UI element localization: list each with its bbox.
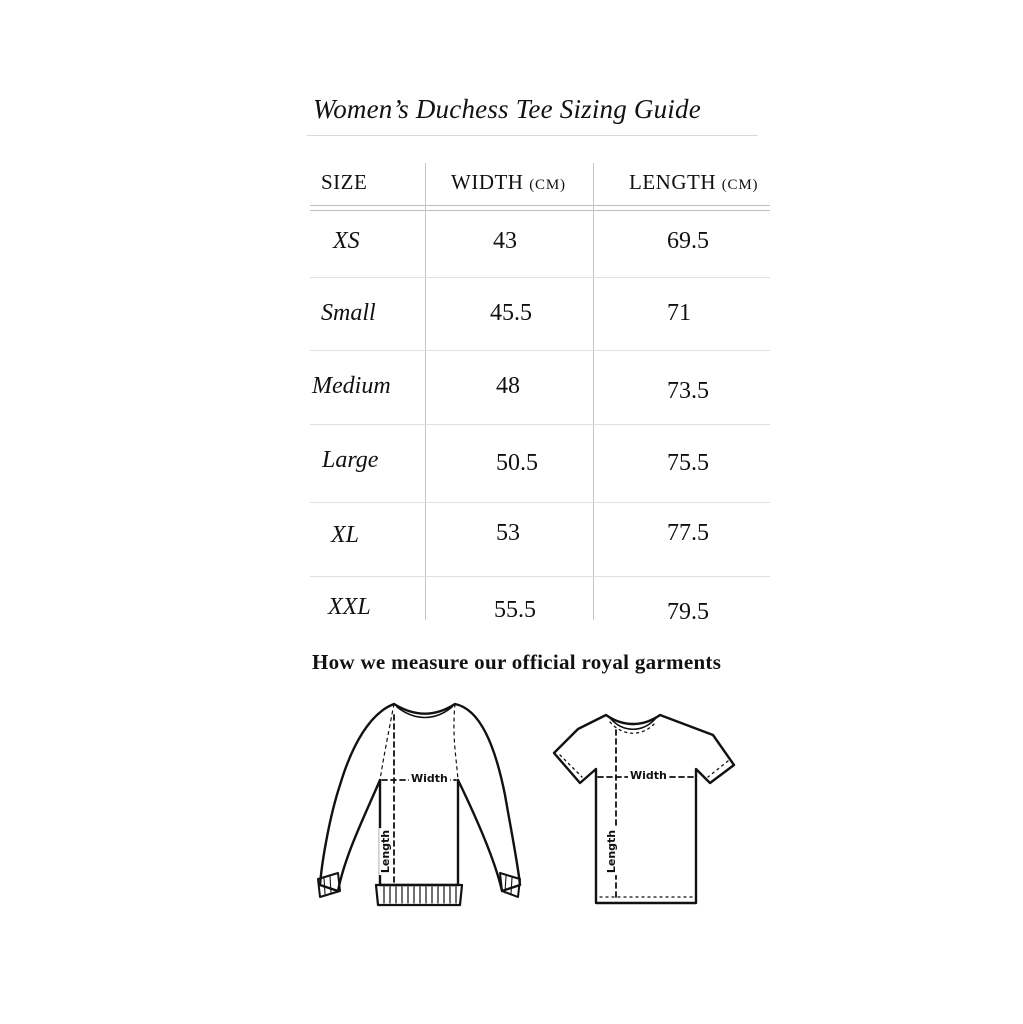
header-divider-top [310, 205, 770, 206]
tshirt-width-label: Width [630, 769, 667, 782]
length-cell: 71 [667, 300, 691, 326]
header-size: SIZE [321, 170, 368, 194]
header-width-label: WIDTH [451, 170, 524, 194]
size-cell: Small [321, 300, 376, 326]
sweater-illustration [300, 695, 530, 920]
row-divider [310, 502, 770, 503]
title: Women’s Duchess Tee Sizing Guide [313, 94, 701, 124]
size-cell: Medium [312, 373, 391, 399]
header-width [451, 170, 566, 195]
tshirt-length-label: Length [605, 829, 619, 874]
row-divider [310, 424, 770, 425]
width-cell: 45.5 [490, 300, 532, 326]
length-cell: 73.5 [667, 378, 709, 404]
size-cell: Large [322, 447, 379, 473]
row-divider [310, 350, 770, 351]
column-divider-2 [593, 163, 594, 620]
width-cell: 50.5 [496, 450, 538, 476]
column-divider-1 [425, 163, 426, 620]
header-length [629, 170, 758, 195]
length-cell: 79.5 [667, 599, 709, 625]
length-cell: 75.5 [667, 450, 709, 476]
size-cell: XXL [328, 594, 371, 620]
tshirt-illustration [548, 705, 743, 915]
length-cell: 69.5 [667, 228, 709, 254]
header-width-unit: (CM) [529, 177, 566, 193]
sweater-length-label: Length [379, 829, 393, 874]
size-cell: XL [331, 522, 360, 548]
length-cell: 77.5 [667, 520, 709, 546]
header-length-unit: (CM) [721, 177, 759, 193]
width-cell: 48 [496, 373, 520, 399]
title-divider [307, 135, 758, 136]
measurement-caption: How we measure our official royal garments [312, 650, 722, 674]
width-cell: 43 [493, 228, 517, 254]
row-divider [310, 576, 770, 577]
size-cell: XS [333, 228, 360, 254]
sweater-width-label: Width [411, 772, 448, 785]
header-length-label: LENGTH [629, 170, 716, 194]
width-cell: 55.5 [494, 597, 536, 623]
header-divider-bottom [310, 210, 770, 211]
row-divider [310, 277, 770, 278]
width-cell: 53 [496, 520, 520, 546]
